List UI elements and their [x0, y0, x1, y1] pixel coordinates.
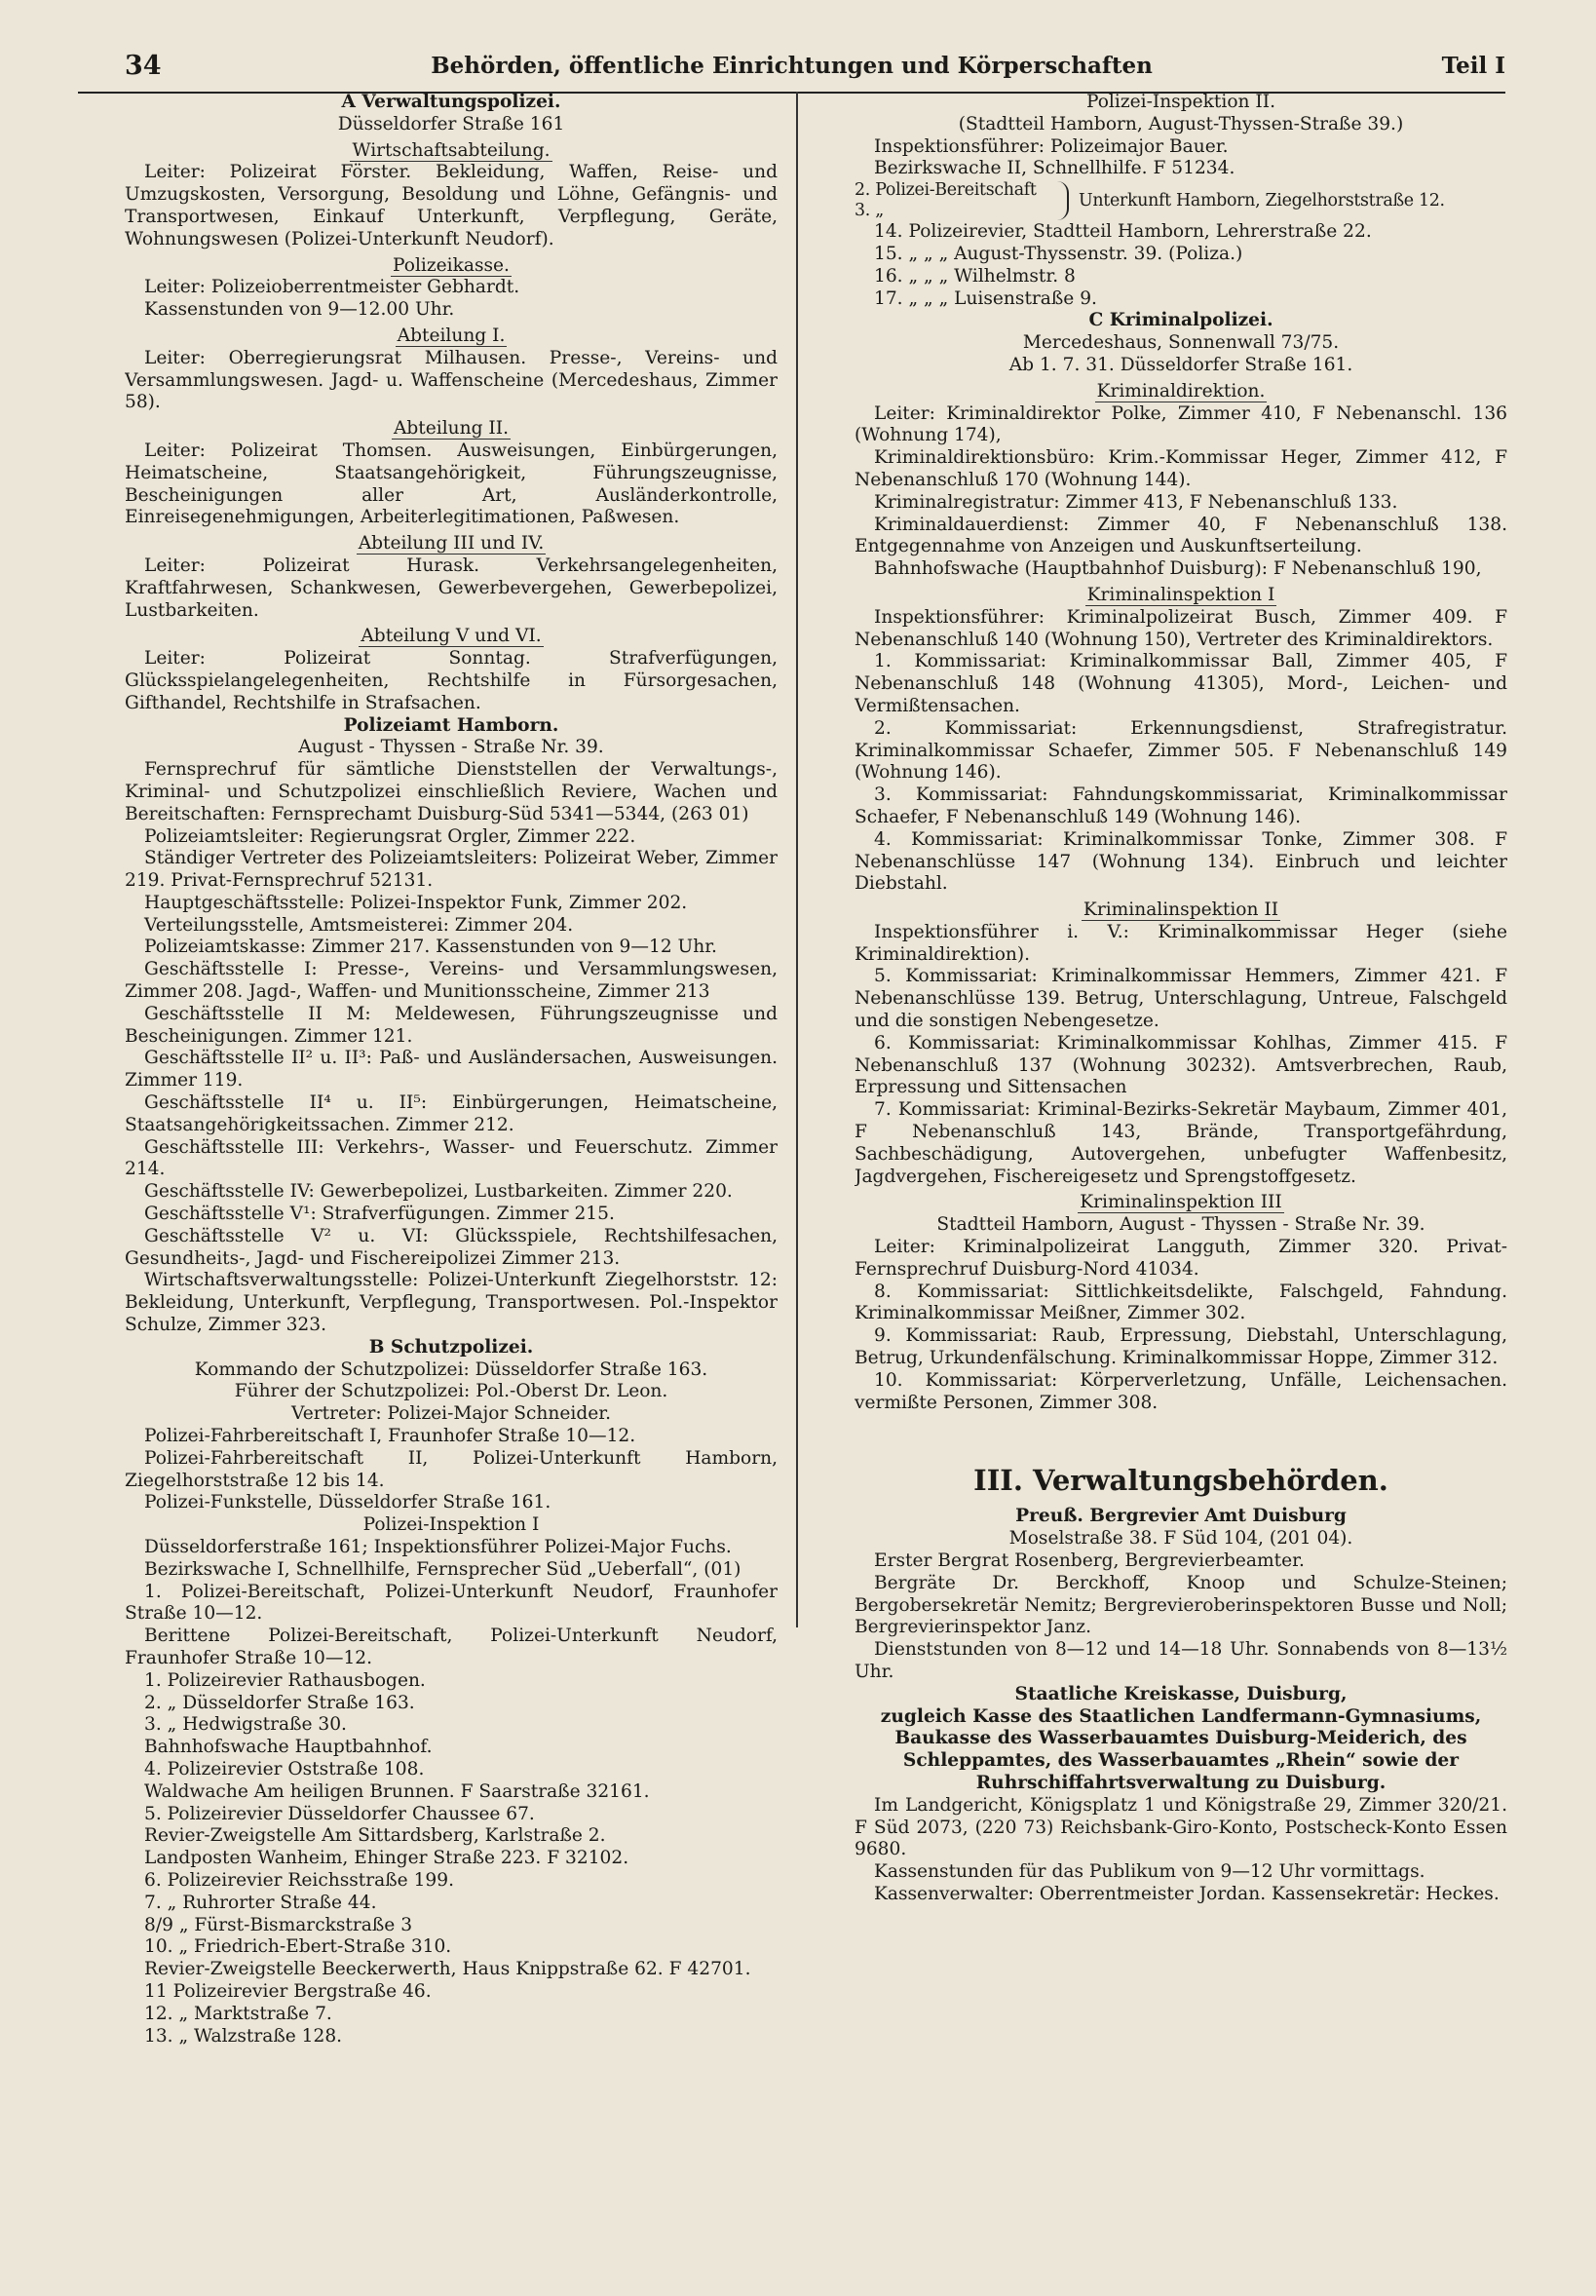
paragraph: Waldwache Am heiligen Brunnen. F Saarstraße 32161. [144, 1780, 650, 1802]
bracket-line-2: 3. „ [855, 201, 884, 221]
section-heading-text: Kriminalinspektion III [1080, 1192, 1282, 1213]
paragraph: 8/9 „ Fürst-Bismarckstraße 3 [144, 1914, 413, 1935]
paragraph: 5. Polizeirevier Düsseldorfer Chaussee 67. [144, 1803, 535, 1824]
paragraph: Landposten Wanheim, Ehinger Straße 223. F 32102. [144, 1848, 629, 1869]
paragraph: Erster Bergrat Rosenberg, Bergrevierbeamter. [874, 1550, 1305, 1572]
section-heading-text: Kriminalinspektion I [1086, 584, 1275, 605]
paragraph: Kriminaldauerdienst: Zimmer 40, F Nebenanschluß 138. Entgegennahme von Anzeigen und Auskunftserteilung. [855, 514, 1507, 557]
paragraph: 17. „ „ „ Luisenstraße 9. [874, 287, 1097, 309]
paragraph: Im Landgericht, Königsplatz 1 und Königstraße 29, Zimmer 320/21. F Süd 2073, (220 73) Reichsbank-Giro-Konto, Postscheck-Konto Essen 9680. [855, 1794, 1507, 1860]
paragraph: Leiter: Polizeirat Hurask. Verkehrsangelegenheiten, Kraftfahrwesen, Schankwesen, Gewerbevergehen, Gewerbepolizei, Lustbarkeiten. [125, 555, 778, 621]
paragraph: 10. „ Friedrich-Ebert-Straße 310. [144, 1936, 452, 1958]
section-heading [125, 418, 778, 440]
centered-line: Kommando der Schutzpolizei: Düsseldorfer Straße 163. [194, 1358, 708, 1380]
centered-line: (Stadtteil Hamborn, August-Thyssen-Straße 39.) [958, 113, 1404, 134]
section-heading-text: Abteilung I. [397, 325, 506, 346]
section-heading [125, 255, 778, 278]
centered-line: Ab 1. 7. 31. Düsseldorfer Straße 161. [1008, 354, 1353, 375]
paragraph: Bergräte Dr. Berckhoff, Knoop und Schulze-Steinen; Bergobersekretär Nemitz; Bergrevieroberinspektoren Busse und Noll; Bergrevierinspektor Janz. [855, 1572, 1507, 1638]
paragraph: Polizei-Fahrbereitschaft II, Polizei-Unterkunft Hamborn, Ziegelhorststraße 12 bis 14. [125, 1447, 778, 1491]
paragraph: Bahnhofswache (Hauptbahnhof Duisburg): F Nebenanschluß 190, [874, 558, 1482, 580]
paragraph: 6. Polizeirevier Reichsstraße 199. [144, 1869, 454, 1891]
section-heading-text: Abteilung V und VI. [361, 626, 542, 647]
bold-heading: B Schutzpolizei. [368, 1336, 534, 1358]
paragraph: Polizei-Funkstelle, Düsseldorfer Straße 161. [144, 1492, 551, 1513]
bold-heading: Staatliche Kreiskasse, Duisburg, [1014, 1683, 1348, 1704]
bracket-text: Unterkunft Hamborn, Ziegelhorststraße 12. [1079, 190, 1445, 210]
section-heading [855, 585, 1507, 607]
paragraph: Leiter: Kriminalpolizeirat Langguth, Zimmer 320. Privat-Fernsprechruf Duisburg-Nord 41034. [855, 1237, 1507, 1280]
paragraph: Geschäftsstelle III: Verkehrs-, Wasser- und Feuerschutz. Zimmer 214. [125, 1136, 778, 1180]
paragraph: Leiter: Oberregierungsrat Milhausen. Presse-, Vereins- und Versammlungswesen. Jagd- u. Waffenscheine (Mercedeshaus, Zimmer 58). [125, 347, 778, 413]
section-heading-text: Abteilung II. [393, 418, 510, 440]
section-heading-text: Polizeikasse. [393, 254, 510, 276]
paragraph: Bahnhofswache Hauptbahnhof. [144, 1737, 433, 1758]
chapter-heading: III. Verwaltungsbehörden. [973, 1464, 1388, 1498]
centered-line: Düsseldorfer Straße 161 [337, 113, 565, 134]
paragraph: Kriminalregistratur: Zimmer 413, F Nebenanschluß 133. [874, 491, 1398, 513]
paragraph: 7. „ Ruhrorter Straße 44. [144, 1892, 377, 1913]
paragraph: Leiter: Polizeirat Thomsen. Ausweisungen, Einbürgerungen, Heimatscheine, Staatsangehörigkeit, Führungszeugnisse, Bescheinigungen aller Art, Ausländerkontrolle, Einreisegenehmigungen, Arbeiterlegitimationen, Paßwesen. [125, 440, 778, 528]
paragraph: 5. Kommissariat: Kriminalkommissar Hemmers, Zimmer 421. F Nebenanschlüsse 139. Betrug, Unterschlagung, Untreue, Falschgeld und die sonstigen Nebengesetze. [855, 966, 1507, 1032]
curly-brace [1049, 181, 1069, 220]
paragraph: Inspektionsführer i. V.: Kriminalkommissar Heger (siehe Kriminaldirektion). [855, 921, 1507, 965]
page-number: 34 [125, 51, 162, 81]
paragraph: Revier-Zweigstelle Beeckerwerth, Haus Knippstraße 62. F 42701. [144, 1959, 751, 1980]
paragraph: 1. Kommissariat: Kriminalkommissar Ball, Zimmer 405, F Nebenanschluß 148 (Wohnung 41305), Mord-, Leichen- und Vermißtensachen. [855, 651, 1507, 716]
section-heading-text: Wirtschaftsabteilung. [352, 139, 551, 161]
paragraph: Ständiger Vertreter des Polizeiamtsleiters: Polizeirat Weber, Zimmer 219. Privat-Fernsprechruf 52131. [125, 848, 778, 892]
bold-heading: Preuß. Bergrevier Amt Duisburg [1015, 1506, 1347, 1527]
paragraph: Fernsprechruf für sämtliche Dienststellen der Verwaltungs-, Kriminal- und Schutzpolizei einschließlich Reviere, Wachen und Bereitschaften: Fernsprechamt Duisburg-Süd 5341—5344, (263 01) [125, 759, 778, 824]
paragraph: Dienststunden von 8—12 und 14—18 Uhr. Sonnabends von 8—13½ Uhr. [855, 1639, 1507, 1682]
section-heading-text: Kriminaldirektion. [1096, 380, 1266, 402]
paragraph: 8. Kommissariat: Sittlichkeitsdelikte, Falschgeld, Fahndung. Kriminalkommissar Meißner, Zimmer 302. [855, 1281, 1507, 1324]
paragraph: 15. „ „ „ August-Thyssenstr. 39. (Poliza.) [874, 243, 1243, 264]
paragraph: Geschäftsstelle II² u. II³: Paß- und Ausländersachen, Ausweisungen. Zimmer 119. [125, 1048, 778, 1091]
paragraph: Kassenstunden für das Publikum von 9—12 Uhr vormittags. [874, 1861, 1425, 1883]
section-heading [855, 381, 1507, 403]
paragraph: 7. Kommissariat: Kriminal-Bezirks-Sekretär Maybaum, Zimmer 401, F Nebenanschluß 143, Brände, Transportgefährdung, Sachbeschädigung, Autovergehen, unbefugter Waffenbesitz, Jagdvergehen, Fischereigesetz und Sprengstoffgesetz. [855, 1099, 1507, 1187]
section-heading [125, 140, 778, 163]
section-heading [125, 533, 778, 555]
paragraph: Wirtschaftsverwaltungsstelle: Polizei-Unterkunft Ziegelhorststr. 12: Bekleidung, Unterkunft, Verpflegung, Transportwesen. Pol.-Inspektor Schulze, Zimmer 323. [125, 1270, 778, 1336]
paragraph: 14. Polizeirevier, Stadtteil Hamborn, Lehrerstraße 22. [874, 221, 1372, 243]
paragraph: Leiter: Polizeioberrentmeister Gebhardt. [144, 277, 520, 298]
centered-line: Vertreter: Polizei-Major Schneider. [291, 1403, 611, 1425]
centered-line: Moselstraße 38. F Süd 104, (201 04). [1008, 1528, 1353, 1550]
paragraph: 16. „ „ „ Wilhelmstr. 8 [874, 265, 1076, 287]
part-label: Teil I [1441, 53, 1505, 79]
paragraph: Inspektionsführer: Polizeimajor Bauer. [874, 135, 1229, 157]
paragraph: 4. Polizeirevier Oststraße 108. [144, 1758, 425, 1779]
paragraph: Hauptgeschäftsstelle: Polizei-Inspektor Funk, Zimmer 202. [144, 892, 688, 913]
centered-line: Polizei-Inspektion II. [1085, 92, 1275, 112]
paragraph: Geschäftsstelle V¹: Strafverfügungen. Zimmer 215. [144, 1204, 615, 1225]
paragraph: 10. Kommissariat: Körperverletzung, Unfälle, Leichensachen. vermißte Personen, Zimmer 308. [855, 1369, 1507, 1413]
paragraph: 4. Kommissariat: Kriminalkommissar Tonke, Zimmer 308. F Nebenanschlüsse 147 (Wohnung 134). Einbruch und leichter Diebstahl. [855, 828, 1507, 895]
paragraph: Bezirkswache I, Schnellhilfe, Fernsprecher Süd „Ueberfall“, (01) [144, 1558, 741, 1580]
paragraph: 3. „ Hedwigstraße 30. [144, 1714, 347, 1736]
paragraph: Geschäftsstelle IV: Gewerbepolizei, Lustbarkeiten. Zimmer 220. [144, 1181, 733, 1203]
paragraph: Kassenverwalter: Oberrentmeister Jordan. Kassensekretär: Heckes. [874, 1883, 1500, 1904]
paragraph: Geschäftsstelle V² u. VI: Glücksspiele, Rechtshilfesachen, Gesundheits-, Jagd- und Fischereipolizei Zimmer 213. [125, 1225, 778, 1269]
section-heading [855, 1192, 1507, 1214]
section-heading [125, 626, 778, 648]
paragraph: 1. Polizeirevier Rathausbogen. [144, 1669, 426, 1691]
bold-heading: A Verwaltungspolizei. [341, 92, 561, 112]
paragraph: 13. „ Walzstraße 128. [144, 2025, 343, 2047]
inspection-ii-block [855, 92, 1507, 180]
left-column [125, 92, 778, 2275]
paragraph: Leiter: Polizeirat Sonntag. Strafverfügungen, Glücksspielangelegenheiten, Rechtshilfe in Fürsorgesachen, Gifthandel, Rechtshilfe in Strafsachen. [125, 648, 778, 713]
paragraph: Polizeiamtskasse: Zimmer 217. Kassenstunden von 9—12 Uhr. [144, 937, 717, 958]
paragraph: 3. Kommissariat: Fahndungskommissariat, Kriminalkommissar Schaefer, F Nebenanschluß 149 (Wohnung 146). [855, 784, 1507, 827]
page-header [78, 51, 1505, 94]
paragraph: Inspektionsführer: Kriminalpolizeirat Busch, Zimmer 409. F Nebenanschluß 140 (Wohnung 150), Vertreter des Kriminaldirektors. [855, 606, 1507, 650]
paragraph: 11 Polizeirevier Bergstraße 46. [144, 1980, 432, 2002]
bracket-line-1: 2. Polizei-Bereitschaft [855, 180, 1037, 201]
right-column [855, 92, 1507, 2275]
paragraph: Berittene Polizei-Bereitschaft, Polizei-Unterkunft Neudorf, Fraunhofer Straße 10—12. [125, 1626, 778, 1668]
paragraph: Geschäftsstelle I: Presse-, Vereins- und Versammlungswesen, Zimmer 208. Jagd-, Waffen- und Munitionsscheine, Zimmer 213 [125, 959, 778, 1003]
bold-heading: Polizeiamt Hamborn. [343, 714, 559, 736]
paragraph: Leiter: Kriminaldirektor Polke, Zimmer 410, F Nebenanschl. 136 (Wohnung 174), [855, 402, 1507, 446]
paragraph: Geschäftsstelle II M: Meldewesen, Führungszeugnisse und Bescheinigungen. Zimmer 121. [125, 1003, 778, 1047]
column-divider [796, 92, 798, 1627]
centered-line: August - Thyssen - Straße Nr. 39. [298, 737, 604, 758]
bold-heading: zugleich Kasse des Staatlichen Landfermann-Gymnasiums, Baukasse des Wasserbauamtes Duisburg-Meiderich, des Schleppamtes, des Wasserbauamtes „Rhein“ sowie der Ruhrschiffahrtsverwaltung zu Duisburg. [880, 1705, 1482, 1793]
paragraph: Geschäftsstelle II⁴ u. II⁵: Einbürgerungen, Heimatscheine, Staatsangehörigkeitssachen. Zimmer 212. [125, 1092, 778, 1135]
paragraph: Verteilungsstelle, Amtsmeisterei: Zimmer 204. [144, 914, 574, 936]
section-heading-text: Abteilung III und IV. [358, 533, 545, 555]
paragraph: 2. Kommissariat: Erkennungsdienst, Strafregistratur. Kriminalkommissar Schaefer, Zimmer 505. F Nebenanschluß 149 (Wohnung 146). [855, 717, 1507, 784]
paragraph: Kassenstunden von 9—12.00 Uhr. [144, 299, 455, 321]
paragraph: Kriminaldirektionsbüro: Krim.-Kommissar Heger, Zimmer 412, F Nebenanschluß 170 (Wohnung 144). [855, 447, 1507, 490]
paragraph: Revier-Zweigstelle Am Sittardsberg, Karlstraße 2. [144, 1825, 606, 1847]
paragraph: Polizeiamtsleiter: Regierungsrat Orgler, Zimmer 222. [144, 825, 636, 847]
bold-heading: C Kriminalpolizei. [1088, 310, 1273, 331]
paragraph: 2. „ Düsseldorfer Straße 163. [144, 1692, 415, 1713]
centered-line: Führer der Schutzpolizei: Pol.-Oberst Dr. Leon. [234, 1381, 668, 1402]
running-title: Behörden, öffentliche Einrichtungen und Körperschaften [431, 53, 1153, 79]
paragraph: 6. Kommissariat: Kriminalkommissar Kohlhas, Zimmer 415. F Nebenanschluß 137 (Wohnung 30232). Amtsverbrechen, Raub, Erpressung und Sittensachen [855, 1032, 1507, 1098]
paragraph: Leiter: Polizeirat Förster. Bekleidung, Waffen, Reise- und Umzugskosten, Versorgung, Besoldung und Löhne, Gefängnis- und Transportwesen, Einkauf Unterkunft, Verpflegung, Geräte, Wohnungswesen (Polizei-Unterkunft Neudorf). [125, 162, 778, 249]
section-heading [855, 899, 1507, 922]
section-heading-text: Kriminalinspektion II [1083, 899, 1279, 921]
centered-line: Polizei-Inspektion I [362, 1514, 540, 1536]
centered-line: Mercedeshaus, Sonnenwall 73/75. [1022, 332, 1340, 354]
paragraph: 12. „ Marktstraße 7. [144, 2003, 332, 2024]
paragraph: Düsseldorferstraße 161; Inspektionsführer Polizei-Major Fuchs. [144, 1537, 732, 1557]
right-column-body [855, 221, 1507, 1906]
paragraph: Bezirkswache II, Schnellhilfe. F 51234. [874, 158, 1235, 179]
centered-line: Stadtteil Hamborn, August - Thyssen - Straße Nr. 39. [936, 1214, 1425, 1236]
paragraph: 1. Polizei-Bereitschaft, Polizei-Unterkunft Neudorf, Fraunhofer Straße 10—12. [125, 1581, 778, 1625]
section-heading [125, 325, 778, 348]
paragraph: 9. Kommissariat: Raub, Erpressung, Diebstahl, Unterschlagung, Betrug, Urkundenfälschung. Kriminalkommissar Hoppe, Zimmer 312. [855, 1325, 1507, 1369]
bracket-entry [855, 180, 1507, 221]
paragraph: Polizei-Fahrbereitschaft I, Fraunhofer Straße 10—12. [144, 1426, 636, 1447]
